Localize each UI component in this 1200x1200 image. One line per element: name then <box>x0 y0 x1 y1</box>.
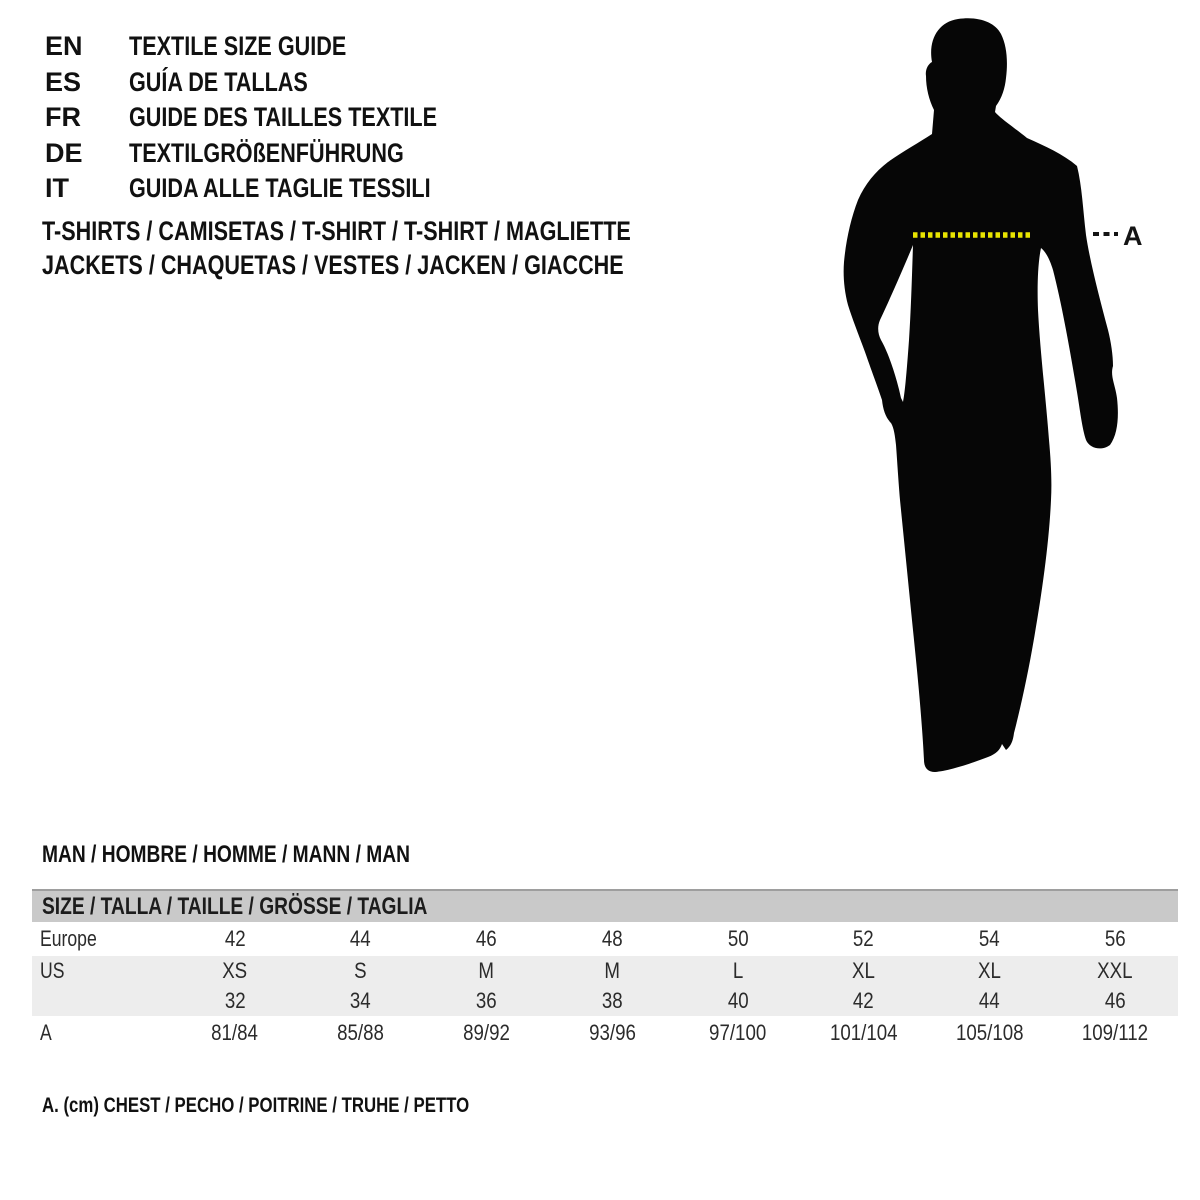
size-value-cell: 46 <box>1104 988 1126 1013</box>
row-label: US <box>40 958 65 983</box>
row-label: A <box>40 1019 52 1045</box>
language-row-de <box>45 136 514 172</box>
language-code: ES <box>45 66 82 97</box>
size-value-cell: 105/108 <box>955 1019 1024 1045</box>
size-value-cell: M <box>604 958 620 983</box>
table-row <box>32 922 1178 956</box>
language-row-en <box>45 29 514 65</box>
row-label: Europe <box>40 926 97 951</box>
size-value-cell: XXL <box>1097 958 1133 983</box>
size-value-cell: S <box>354 958 367 983</box>
language-guide <box>45 29 514 207</box>
size-value-cell: 89/92 <box>462 1019 510 1045</box>
section-heading-man: MAN / HOMBRE / HOMME / MANN / MAN <box>42 841 410 868</box>
language-code: EN <box>45 31 83 62</box>
language-code: FR <box>45 102 81 133</box>
size-value-cell: XL <box>977 958 1001 983</box>
size-value-cell: M <box>478 958 495 983</box>
table-row <box>32 956 1178 986</box>
size-value-cell: 36 <box>475 988 497 1013</box>
size-value-cell: 38 <box>601 988 623 1013</box>
size-value-cell: 85/88 <box>337 1019 385 1045</box>
language-title: TEXTILE SIZE GUIDE <box>129 31 347 62</box>
table-row <box>32 986 1178 1016</box>
size-value-cell: 97/100 <box>709 1019 767 1045</box>
language-title: GUIDA ALLE TAGLIE TESSILI <box>129 173 431 204</box>
language-row-fr <box>45 100 514 136</box>
size-value-cell: 42 <box>853 988 875 1013</box>
size-value-cell: 93/96 <box>588 1019 636 1045</box>
size-value-cell: 81/84 <box>211 1019 259 1045</box>
measurement-figure <box>820 0 1200 800</box>
language-title: GUIDE DES TAILLES TEXTILE <box>129 102 438 133</box>
size-table <box>32 889 1178 1049</box>
language-row-es <box>45 65 514 101</box>
size-value-cell: 46 <box>475 926 497 951</box>
size-value-cell: 44 <box>978 988 1000 1013</box>
category-line-tshirts: T-SHIRTS / CAMISETAS / T-SHIRT / T-SHIRT / MAGLIETTE <box>42 216 631 246</box>
size-value-cell: L <box>732 958 744 983</box>
size-value-cell: 40 <box>727 988 749 1013</box>
row-label <box>32 988 172 1014</box>
language-title: GUÍA DE TALLAS <box>129 66 308 97</box>
size-value-cell: 48 <box>601 926 623 951</box>
size-value-cell: 54 <box>978 926 1000 951</box>
garment-categories <box>42 214 778 282</box>
size-table-rows <box>32 922 1178 1049</box>
size-value-cell: 32 <box>224 988 246 1013</box>
size-value-cell: XL <box>852 958 876 983</box>
language-title: TEXTILGRÖßENFÜHRUNG <box>129 137 404 168</box>
size-table-header: SIZE / TALLA / TAILLE / GRÖSSE / TAGLIA <box>32 889 1178 922</box>
size-value-cell: 101/104 <box>829 1019 898 1045</box>
size-value-cell: 34 <box>350 988 372 1013</box>
language-row-it <box>45 171 514 207</box>
size-value-cell: 44 <box>350 926 372 951</box>
size-value-cell: 109/112 <box>1082 1019 1149 1045</box>
category-line-jackets: JACKETS / CHAQUETAS / VESTES / JACKEN / GIACCHE <box>42 250 624 280</box>
man-silhouette <box>844 18 1118 772</box>
language-code: IT <box>45 173 69 204</box>
size-value-cell: 50 <box>727 926 749 951</box>
language-code: DE <box>45 137 83 168</box>
size-value-cell: 52 <box>853 926 875 951</box>
measurement-footnote: A. (cm) CHEST / PECHO / POITRINE / TRUHE / PETTO <box>42 1094 470 1117</box>
table-row <box>32 1016 1178 1049</box>
size-value-cell: 56 <box>1104 926 1126 951</box>
measure-label-a: A <box>1123 221 1143 251</box>
size-value-cell: XS <box>222 958 248 983</box>
size-value-cell: 42 <box>224 926 246 951</box>
